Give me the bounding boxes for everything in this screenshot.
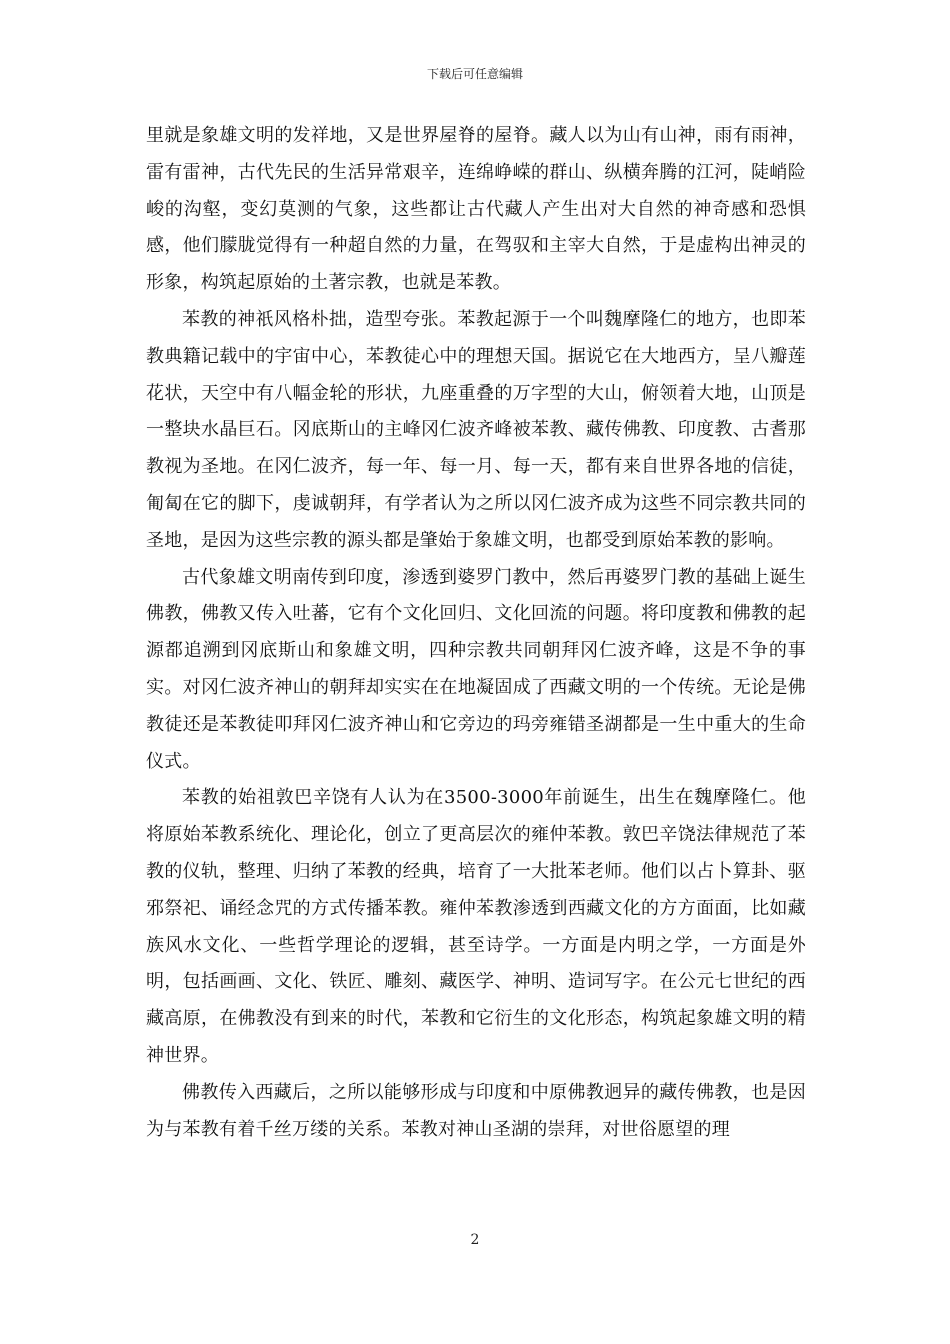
page-header: 下载后可任意编辑 [426,67,523,81]
paragraph-continued: 里就是象雄文明的发祥地，又是世界屋脊的屋脊。藏人以为山有山神，雨有雨神，雷有雷神，古代先民的生活异常艰辛，连绵峥嵘的群山、纵横奔腾的江河，陡峭险峻的沟壑，变幻莫测的气象，这些都让古代藏人产生出对大自然的神奇感和恐惧感，他们朦胧觉得有一种超自然的力量，在驾驭和主宰大自然，于是虚构出神灵的形象，构筑起原始的土著宗教，也就是苯教。 [146,125,806,294]
paragraph: 苯教的始祖敦巴辛饶有人认为在3500-3000年前诞生，出生在魏摩隆仁。他将原始苯教系统化、理论化，创立了更高层次的雍仲苯教。敦巴辛饶法律规范了苯教的仪轨，整理、归纳了苯教的经典，培育了一大批苯老师。他们以占卜算卦、驱邪祭祀、诵经念咒的方式传播苯教。雍仲苯教渗透到西藏文化的方方面面，比如藏族风水文化、一些哲学理论的逻辑，甚至诗学。一方面是内明之学，一方面是外明，包括画画、文化、铁匠、雕刻、藏医学、神明、造词写字。在公元七世纪的西藏高原，在佛教没有到来的时代，苯教和它衍生的文化形态，构筑起象雄文明的精神世界。 [146,787,806,1066]
paragraph: 苯教的神祇风格朴拙，造型夸张。苯教起源于一个叫魏摩隆仁的地方，也即苯教典籍记载中的宇宙中心，苯教徒心中的理想天国。据说它在大地西方，呈八瓣莲花状，天空中有八幅金轮的形状，九座重叠的万字型的大山，俯领着大地，山顶是一整块水晶巨石。冈底斯山的主峰冈仁波齐峰被苯教、藏传佛教、印度教、古耆那教视为圣地。在冈仁波齐，每一年、每一月、每一天，都有来自世界各地的信徒，匍匐在它的脚下，虔诚朝拜，有学者认为之所以冈仁波齐成为这些不同宗教共同的圣地，是因为这些宗教的源头都是肇始于象雄文明，也都受到原始苯教的影响。 [146,308,806,551]
page-number: 2 [470,1232,480,1248]
paragraph: 佛教传入西藏后，之所以能够形成与印度和中原佛教迥异的藏传佛教，也是因为与苯教有着千丝万缕的关系。苯教对神山圣湖的崇拜，对世俗愿望的理 [146,1081,806,1140]
document-body [146,118,806,1148]
paragraph: 古代象雄文明南传到印度，渗透到婆罗门教中，然后再婆罗门教的基础上诞生佛教，佛教又传入吐蕃，它有个文化回归、文化回流的问题。将印度教和佛教的起源都追溯到冈底斯山和象雄文明，四种宗教共同朝拜冈仁波齐峰，这是不争的事实。对冈仁波齐神山的朝拜却实实在在地凝固成了西藏文明的一个传统。无论是佛教徒还是苯教徒叩拜冈仁波齐神山和它旁边的玛旁雍错圣湖都是一生中重大的生命仪式。 [146,566,806,772]
